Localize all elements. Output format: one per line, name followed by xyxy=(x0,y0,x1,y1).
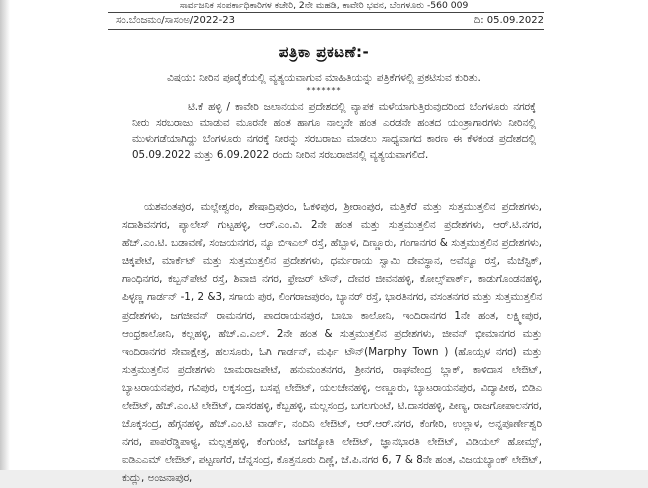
reference-number: ಸಂ.ಬೆಂಜಮಂ/ಸಾಸಂಅ/2022-23 xyxy=(116,15,235,26)
document-title: ಪತ್ರಿಕಾ ಪ್ರಕಟಣೆ:- xyxy=(278,43,370,61)
office-address-line: ಸಾರ್ವಜನಿಕ ಸಂಪರ್ಕಾಧಿಕಾರಿಗಳ ಕಚೇರಿ, 2ನೇ ಮಹಡಿ, ಕಾವೇರಿ ಭವನ, ಬೆಂಗಳೂರು -560 009 xyxy=(179,0,469,11)
release-date: ದಿ: 05.09.2022 xyxy=(473,15,544,26)
separator-stars: ******* xyxy=(306,86,342,95)
intro-paragraph: ಟಿ.ಕೆ ಹಳ್ಳಿ / ಕಾವೇರಿ ಜಲಾನಯನ ಪ್ರದೇಶದಲ್ಲಿ ವ್ಯಾಪಕ ಮಳೆಯಾಗುತ್ತಿರುವುದರಿಂದ ಬೆಂಗಳೂರು ನಗರಕ್ಕೆ ನೀರು ಸರಬರಾಜು ಮಾಡುವ ಮೂರನೇ ಹಂತ ಹಾಗೂ ನಾಲ್ಕನೇ ಹಂತ ಎರಡನೇ ಹಂತದ ಯಂತ್ರಾಗಾರಗಳು ನೀರಿನಲ್ಲಿ ಮುಳುಗಡೆಯಾಗಿದ್ದು ಬೆಂಗಳೂರು ನಗರಕ್ಕೆ ನೀರನ್ನು ಸರಬರಾಜು ಮಾಡಲು ಸಾಧ್ಯವಾಗದ ಕಾರಣ ಈ ಕೆಳಕಂಡ ಪ್ರದೇಶದಲ್ಲಿ 05.09.2022 ಮತ್ತು 6.09.2022 ರಂದು ನೀರಿನ ಸರಬರಾಜಿನಲ್ಲಿ ವ್ಯತ್ಯಯವಾಗಲಿದೆ. xyxy=(132,101,536,161)
subject-line: ವಿಷಯ: ನೀರಿನ ಪೂರೈಕೆಯಲ್ಲಿ ವ್ಯತ್ಯಯವಾಗುವ ಮಾಹಿತಿಯನ್ನು ಪತ್ರಿಕೆಗಳಲ್ಲಿ ಪ್ರಕಟಿಸುವ ಕುರಿತು. xyxy=(167,72,481,84)
scan-shadow xyxy=(0,0,10,470)
affected-areas-paragraph: ಯಶವಂತಪುರ, ಮಲ್ಲೇಶ್ವರಂ, ಶೇಷಾದ್ರಿಪುರಂ, ಓಕಳಿಪುರ, ಶ್ರೀರಾಂಪುರ, ಮತ್ತಿಕೆರೆ ಮತ್ತು ಸುತ್ತಮುತ್ತಲಿನ ಪ್ರದೇಶಗಳು, ಸದಾಶಿವನಗರ, ಪ್ಯಾಲೇಸ್ ಗುಟ್ಟಹಳ್ಳಿ, ಆರ್.ಎಂ.ವಿ. 2ನೇ ಹಂತ ಮತ್ತು ಸುತ್ತಮುತ್ತಲಿನ ಪ್ರದೇಶಗಳು, ಆರ್.ಟಿ.ನಗರ, ಹೆಚ್.ಎಂ.ಟಿ. ಬಡಾವಣೆ, ಸಂಜಯನಗರ, ನ್ಯೂ ಬಿಇಎಲ್ ರಸ್ತೆ, ಹೆಬ್ಬಾಳ, ದಿಣ್ಣೂರು, ಗಂಗಾನಗರ & ಸುತ್ತಮುತ್ತಲಿನ ಪ್ರದೇಶಗಳು, ಚಿಕ್ಕಪೇಟೆ, ಮಾರ್ಕೆಟ್ ಮತ್ತು ಸುತ್ತಮುತ್ತಲಿನ ಪ್ರದೇಶಗಳು, ಧರ್ಮರಾಯ ಸ್ವಾಮಿ ದೇವಸ್ಥಾನ, ಅವೆನ್ಯೂ ರಸ್ತೆ, ಮೆಜೆಸ್ಟಿಕ್, ಗಾಂಧಿನಗರ, ಕಬ್ಬನ್‌ಪೇಟೆ ರಸ್ತೆ, ಶಿವಾಜಿ ನಗರ, ಫ್ರೇಜರ್ ಟೌನ್, ದೇವರ ಜೀವನಹಳ್ಳಿ, ಕೋಲ್ಸ್‌ಪಾರ್ಕ್, ಕಾಡುಗೊಂಡನಹಳ್ಳಿ, ಪಿಳ್ಳಣ್ಣ ಗಾರ್ಡನ್ -1, 2 &3, ಸಗಾಯ ಪುರ, ಲಿಂಗರಾಜಪುರಂ, ಬ್ಯಾನರ್ ರಸ್ತೆ, ಭಾರತಿನಗರ, ವಸಂತನಗರ ಮತ್ತು ಸುತ್ತಮುತ್ತಲಿನ ಪ್ರದೇಶಗಳು, ಜಗಜೀವನ್ ರಾಮನಗರ, ಪಾದರಾಯನಪುರ, ಬಾಬಾ ಕಾಲೋನಿ, ಇಂದಿರಾನಗರ 1ನೇ ಹಂತ, ಲಕ್ಷ್ಮೀಪುರ, ಆಂಧ್ರಕಾಲೋನಿ, ಕಲ್ಲಹಳ್ಳಿ, ಹೆಚ್.ಎ.ಎಲ್. 2ನೇ ಹಂತ & ಸುತ್ತಮುತ್ತಲಿನ ಪ್ರದೇಶಗಳು, ಜೀವನ್ ಭೀಮಾನಗರ ಮತ್ತು ಇಂದಿರಾನಗರ ಸೇವಾಕ್ಷೇತ್ರ, ಹಲಸೂರು, ಓಗಿ ಗಾರ್ಡನ್, ಮರ್ಫಿ ಟೌನ್(Marphy Town ) (ಹೊಯ್ಸಳ ನಗರ) ಮತ್ತು ಸುತ್ತಮುತ್ತಲಿನ ಪ್ರದೇಶಗಳು ಚಾಮರಾಜಪೇಟೆ, ಹನುಮಂತನಗರ, ಶ್ರೀನಗರ, ರಾಘವೇಂದ್ರ ಬ್ಲಾಕ್, ಕಾಳಿದಾಸ ಲೇಔಟ್, ಬ್ಯಾಟರಾಯನಪುರ, ಗವಿಪುರ, ಲಕ್ಕಸಂದ್ರ, ಬಸಪ್ಪ ಲೇಔಟ್, ಯಲಚೇನಹಳ್ಳಿ, ಅಣ್ಣೂರು, ಬ್ಯಾಟರಾಯನಪುರ, ವಿದ್ಯಾಪೀಠ, ಬಿಡಿಎ ಲೇಔಟ್, ಹೆಚ್.ಎಂ.ಟಿ ಲೇಔಟ್, ದಾಸರಹಳ್ಳಿ, ಕೆಬ್ಬಹಳ್ಳಿ, ಮಲ್ಲಸಂದ್ರ, ಬಗಲಗುಂಟೆ, ಟಿ.ದಾಸರಹಳ್ಳಿ, ಪೀಣ್ಯ, ರಾಜಗೋಪಾಲನಗರ, ಚೊಕ್ಕಸಂದ್ರ, ಹೆಗ್ಗನಹಳ್ಳಿ, ಹೆಚ್.ಎಂ.ಟಿ ವಾರ್ಡ್, ನಂದಿನಿ ಲೇಔಟ್, ಆರ್.ಆರ್.ನಗರ, ಕೆಂಗೇರಿ, ಉಲ್ಲಾಳ, ಅನ್ನಪೂರ್ಣೇಶ್ವರಿ ನಗರ, ಪಾಪರೆಡ್ಡಿಪಾಳ್ಯ, ಮಲ್ಲತ್ತಹಳ್ಳಿ, ಕೆಂಗುಂಟೆ, ಜಗಜ್ಯೋತಿ ಲೇಔಟ್, ಜ್ಞಾನಭಾರತಿ ಲೇಔಟ್, ವಿಡಿಯಲ್ ಹೋಮ್ಸ್, ಐಡಿಎಎಮ್ ಲೇಔಟ್, ಪಟ್ಟಣಗೆರೆ, ಚೆನ್ನಸಂದ್ರ, ಕೊತ್ತನೂರು ದಿಣ್ಣೆ, ಜೆ.ಪಿ.ನಗರ 6, 7 & 8ನೇ ಹಂತ, ವಿಜಯಬ್ಯಾಂಕ್ ಲೇಔಟ್, ಕುದ್ಲು, ಅಂಜನಾಪುರ, xyxy=(122,201,542,485)
reference-bar xyxy=(108,12,544,30)
